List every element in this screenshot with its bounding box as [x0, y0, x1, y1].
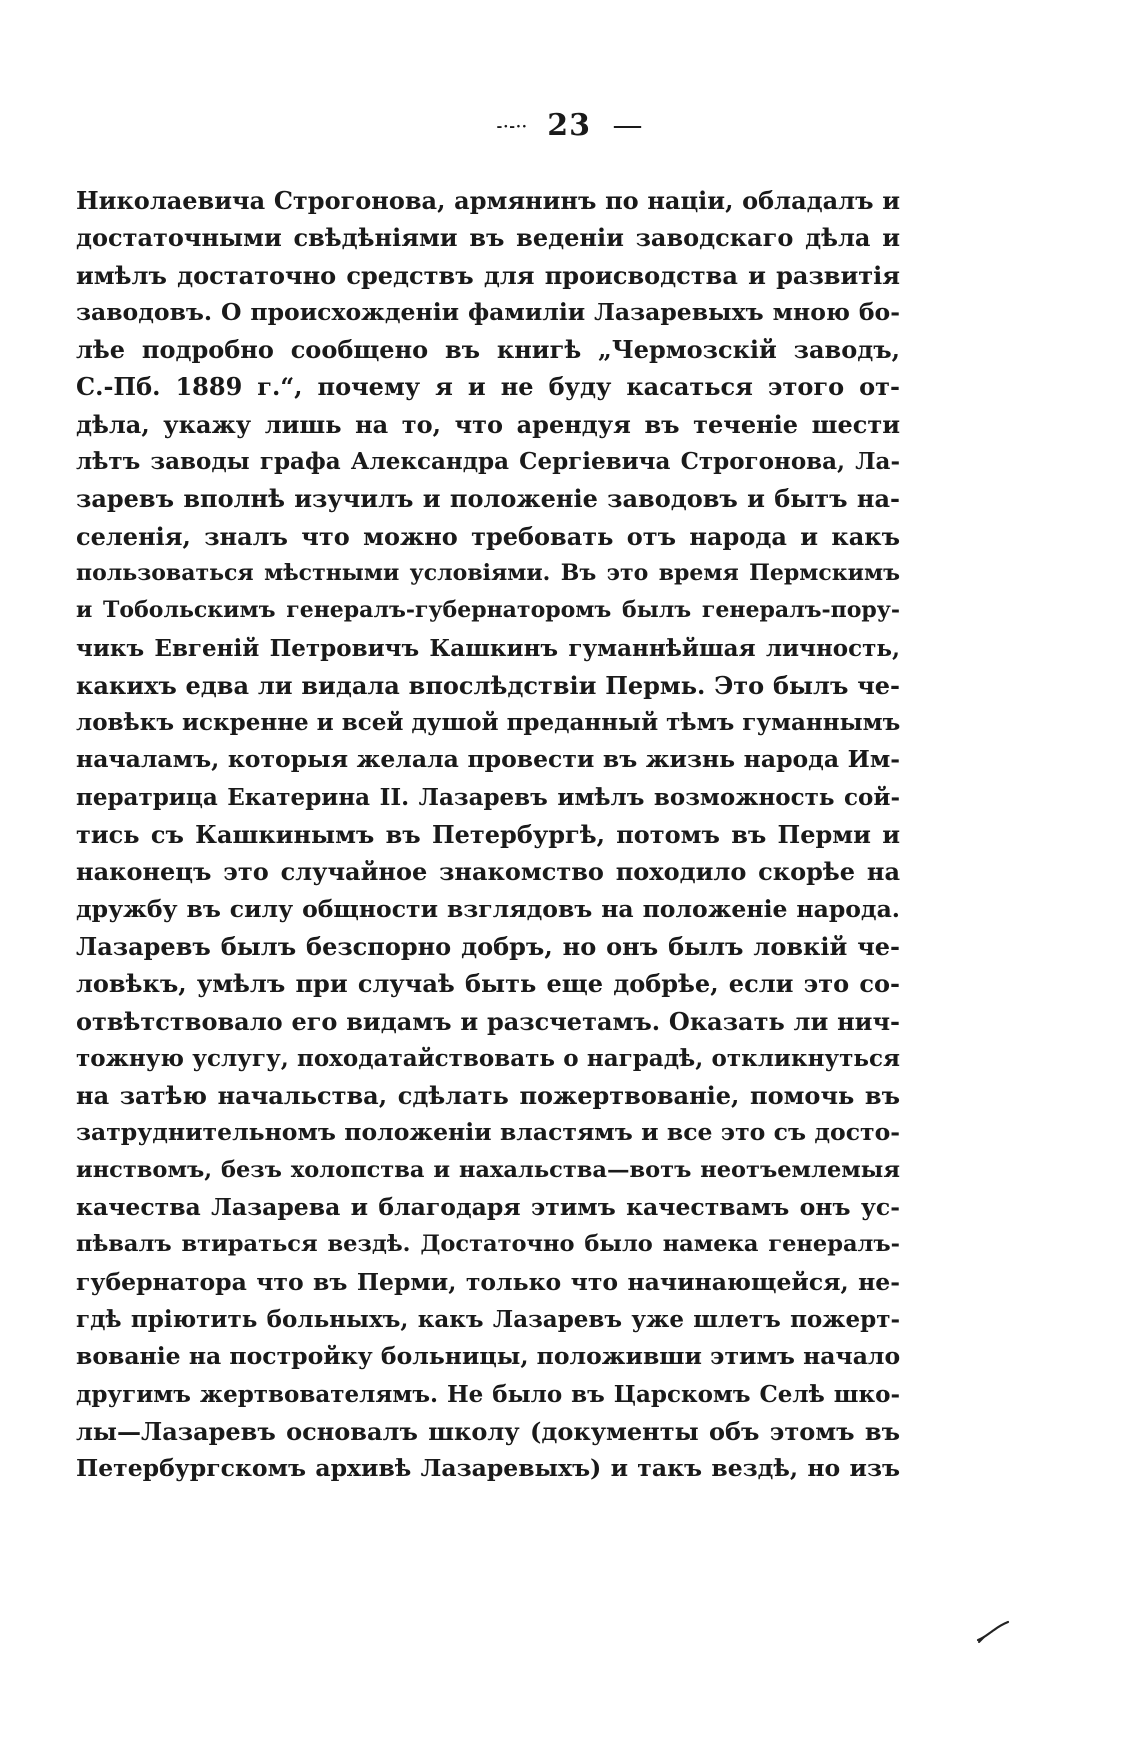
text-line: началамъ, которыя желала провести въ жизнь народа Им-: [76, 745, 900, 774]
text-line: Петербургскомъ архивѣ Лазаревыхъ) и такъ вездѣ, но изъ: [76, 1454, 900, 1483]
text-line: заревъ вполнѣ изучилъ и положеніе заводовъ и бытъ на-: [76, 484, 900, 514]
text-line: какихъ едва ли видала впослѣдствіи Пермь. Это былъ че-: [76, 670, 900, 700]
text-line: отвѣтствовало его видамъ и разсчетамъ. Оказать ли нич-: [76, 1006, 900, 1036]
text-line: на затѣю начальства, сдѣлать пожертвованіе, помочь въ: [76, 1081, 900, 1111]
text-line: имѣлъ достаточно средствъ для происводства и развитія: [76, 260, 900, 290]
text-line: Лазаревъ былъ безспорно добръ, но онъ былъ ловкій че-: [76, 931, 900, 961]
text-line: достаточными свѣдѣніями въ веденіи заводскаго дѣла и: [76, 223, 900, 253]
text-line: лѣтъ заводы графа Александра Сергіевича Строгонова, Ла-: [76, 448, 900, 476]
text-line: пользоваться мѣстными условіями. Въ это время Пермскимъ: [76, 559, 900, 586]
text-line: другимъ жертвователямъ. Не было въ Царскомъ Селѣ шко-: [76, 1380, 900, 1408]
text-line: лѣе подробно сообщено въ книгѣ „Чермозскій заводъ,: [76, 335, 900, 365]
text-line: инствомъ, безъ холопства и нахальства—вотъ неотъемлемыя: [76, 1156, 900, 1183]
text-line: дѣла, укажу лишь на то, что арендуя въ теченіе шести: [76, 409, 900, 439]
body-text: [76, 182, 900, 1487]
page-number: 23: [547, 108, 591, 143]
text-line: С.-Пб. 1889 г.“, почему я и не буду касаться этого от-: [76, 372, 900, 402]
text-line: наконецъ это случайное знакомство походило скорѣе на: [76, 857, 900, 887]
text-line: ператрица Екатерина II. Лазаревъ имѣлъ возможность сой-: [76, 783, 900, 811]
page-number-header: [0, 108, 1140, 143]
text-line: селенія, зналъ что можно требовать отъ народа и какъ: [76, 521, 900, 551]
text-line: заводовъ. О происхожденіи фамиліи Лазаревыхъ мною бо-: [76, 297, 900, 326]
text-line: пѣвалъ втираться вездѣ. Достаточно было намека генералъ-: [76, 1231, 900, 1258]
text-line: ловѣкъ искренне и всей душой преданный тѣмъ гуманнымъ: [76, 709, 900, 737]
page-number-left-mark: -·-··: [496, 119, 528, 135]
text-line: затруднительномъ положеніи властямъ и все это съ досто-: [76, 1118, 900, 1147]
text-line: лы—Лазаревъ основалъ школу (документы объ этомъ въ: [76, 1416, 900, 1446]
pen-mark-icon: [976, 1620, 1010, 1644]
page-number-right-mark: —: [612, 108, 644, 143]
text-line: дружбу въ силу общности взглядовъ на положеніе народа.: [76, 894, 900, 923]
text-line: Николаевича Строгонова, армянинъ по націи, обладалъ и: [76, 186, 900, 215]
text-line: ловѣкъ, умѣлъ при случаѣ быть еще добрѣе, если это со-: [76, 969, 900, 999]
text-line: чикъ Евгеній Петровичъ Кашкинъ гуманнѣйшая личность,: [76, 634, 900, 662]
text-line: качества Лазарева и благодаря этимъ качествамъ онъ ус-: [76, 1193, 900, 1222]
text-line: тись съ Кашкинымъ въ Петербургѣ, потомъ въ Перми и: [76, 820, 900, 850]
text-line: тожную услугу, походатайствовать о наградѣ, откликнуться: [76, 1044, 900, 1072]
text-line: губернатора что въ Перми, только что начинающейся, не-: [76, 1267, 900, 1296]
text-line: и Тобольскимъ генералъ-губернаторомъ былъ генералъ-пору-: [76, 597, 900, 624]
text-line: вованіе на постройку больницы, положивши этимъ начало: [76, 1342, 900, 1371]
text-line: гдѣ пріютить больныхъ, какъ Лазаревъ уже шлетъ пожерт-: [76, 1305, 900, 1333]
